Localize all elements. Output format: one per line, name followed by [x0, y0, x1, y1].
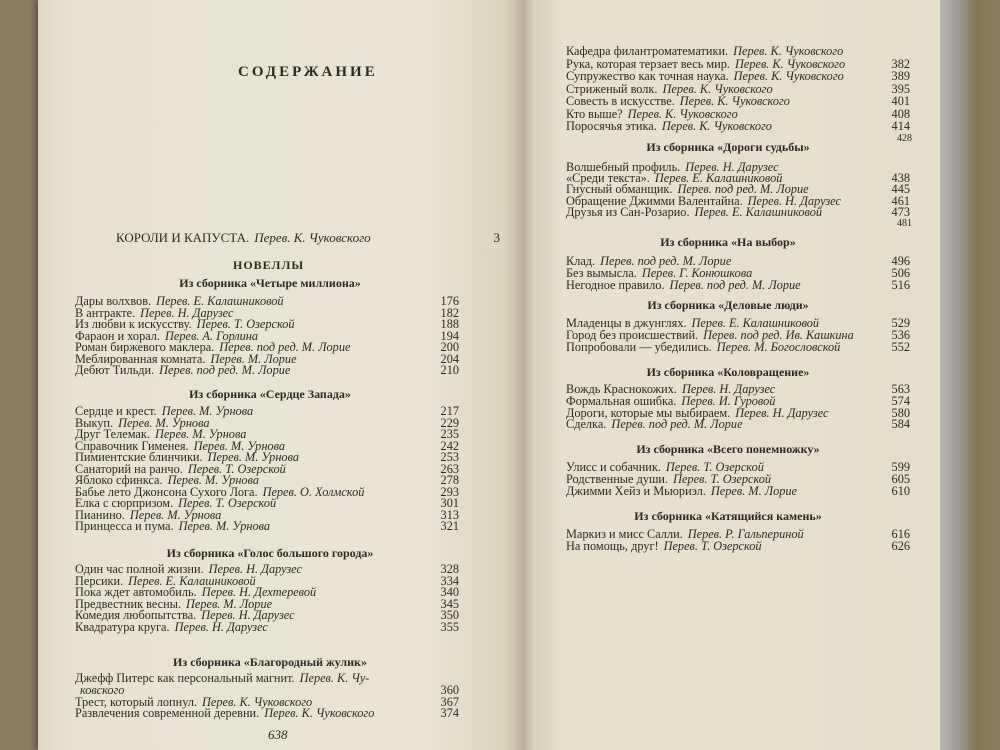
entry-title: Волшебный профиль. [566, 160, 681, 174]
entry-trans: Перев. Е. Калашниковой [654, 171, 783, 186]
entry-title: Роман биржевого маклера. [75, 340, 215, 354]
entry-title: Пимиентские блинчики. [75, 450, 203, 464]
entry-title: Кто выше? [566, 106, 623, 121]
toc-entry [566, 340, 910, 355]
entry-title: Справочник Гименея. [75, 438, 189, 453]
entry-title: Сделка. [566, 417, 607, 432]
entry-trans: Перев. М. Урнова [178, 519, 270, 533]
entry-trans: Перев. А. Горлина [165, 328, 259, 343]
entry-trans: Перев. М. Урнова [154, 427, 247, 441]
entry-trans: Перев. К. Чу- [299, 671, 370, 685]
entry-num: 374 [440, 706, 459, 721]
section-heading: Из сборника «Благородный жулик» [173, 655, 367, 669]
entry-trans: Перев. М. Урнова [193, 438, 285, 453]
section-heading: Из сборника «Катящийся камень» [634, 509, 822, 523]
entry-trans: Перев. К. Чуковского [679, 94, 790, 108]
entry-trans: Перев. К. Чуковского [733, 44, 844, 58]
entry-title: Джефф Питерс как персональный магнит. [75, 671, 295, 685]
entry-trans: Перев. Е. Калашниковой [156, 294, 284, 308]
entry-trans: Перев. под ред. М. Лорие [611, 417, 743, 432]
entry-num: 301 [440, 496, 459, 510]
entry-trans: Перев. Н. Дарузес [201, 608, 295, 622]
entry-num: 414 [891, 119, 910, 133]
entry-title: Меблированная комната. [75, 351, 206, 366]
entry-num: 334 [440, 573, 459, 588]
toc-entry [566, 417, 910, 432]
entry-num: 263 [440, 461, 459, 476]
entry-num: 253 [440, 450, 459, 464]
entry-num: 204 [440, 351, 459, 366]
entry-num: 516 [891, 277, 910, 292]
entry-title: Фараон и хорал. [75, 328, 160, 343]
entry-num: 438 [891, 171, 910, 186]
entry-trans: Перев. М. Урнова [118, 415, 210, 430]
entry-title: В антракте. [75, 305, 136, 320]
entry-trans: Перев. Н. Дарузес [735, 405, 829, 420]
entry-title: Улисс и собачник. [566, 460, 661, 474]
entry-title: Без вымысла. [566, 265, 637, 280]
entry-num: 382 [891, 56, 910, 71]
entry-trans: Перев. К. Чуковского [202, 694, 313, 709]
entry-num: 242 [440, 438, 459, 453]
entry-title: Гнусный обманщик. [566, 182, 673, 197]
entry-num: 229 [440, 415, 459, 430]
entry-title: Персики. [75, 573, 124, 588]
entry-title: Дебют Тильди. [75, 363, 155, 377]
entry-trans: Перев. М. Урнова [207, 450, 299, 464]
right-page [522, 0, 942, 750]
entry-num: 584 [891, 417, 910, 432]
entry-trans: Перев. К. Чуковского [733, 69, 844, 83]
entry-title: Обращение Джимми Валентайна. [566, 193, 743, 208]
entry-trans: Перев. Н. Дарузес [681, 382, 776, 396]
entry-trans: Перев. М. Урнова [167, 473, 259, 487]
section-heading: Из сборника «На выбор» [660, 235, 796, 249]
entry-title: Стриженый волк. [566, 81, 658, 96]
entry-num: 473 [891, 204, 910, 219]
entry-num: 235 [440, 427, 459, 441]
entry-num: 395 [891, 81, 910, 96]
page-heading: СОДЕРЖАНИЕ [238, 64, 378, 80]
entry-num: 408 [891, 106, 910, 121]
entry-num: 360 [440, 682, 459, 697]
entry-trans: Перев. под ред. М. Лорие [600, 254, 732, 268]
entry-title: «Среди текста». [566, 171, 650, 186]
entry-trans: Перев. Н. Дарузес [208, 562, 302, 576]
entry-title: Поросячья этика. [566, 119, 657, 133]
entry-trans: Перев. Т. Озерской [665, 460, 764, 474]
entry-num: 200 [440, 340, 459, 354]
entry-title: Трест, который лопнул. [75, 694, 198, 709]
entry-num: 552 [891, 339, 910, 354]
entry-trans: Перев. М. Лорие [186, 596, 273, 611]
entry-num: 401 [891, 94, 910, 108]
entry-title: Друг Телемак. [75, 427, 150, 441]
toc-entry [75, 519, 459, 534]
entry-title: Выкуп. [75, 415, 114, 430]
entry-num: 293 [440, 484, 459, 499]
toc-entry [566, 484, 910, 499]
entry-trans: Перев. Г. Конюшкова [641, 265, 753, 280]
entry-title: Квадратура круга. [75, 619, 170, 634]
section-heading: Из сборника «Сердце Запада» [189, 387, 351, 401]
entry-trans: Перев. К. Чуковского [264, 706, 375, 721]
entry-trans: Перев. под ред. М. Лорие [669, 277, 801, 292]
entry-num: 626 [891, 538, 910, 553]
entry-num: 194 [440, 328, 459, 343]
entry-trans: Перев. под ред. М. Лорие [677, 182, 809, 197]
entry-num: 574 [891, 393, 910, 408]
entry-title: Рука, которая терзает весь мир. [566, 56, 730, 71]
entry-trans: Перев. Н. Дехтеревой [201, 585, 317, 599]
entry-num: 313 [440, 507, 459, 522]
entry-title: Город без происшествий. [566, 327, 699, 342]
entry-title: Маркиз и мисс Салли. [566, 527, 683, 541]
entry-title: Вождь Краснокожих. [566, 382, 677, 396]
toc-entry [75, 706, 459, 721]
entry-num: 496 [891, 254, 910, 268]
toc-entry [75, 363, 459, 378]
toc-entry [566, 205, 910, 220]
entry-num: 350 [440, 608, 459, 622]
entry-title: На помощь, друг! [566, 538, 659, 553]
entry-trans: Перев. Т. Озерской [196, 317, 295, 331]
entry-title: Джимми Хейз и Мьюриэл. [566, 483, 706, 498]
entry-num: 599 [891, 460, 910, 474]
entry-num: 278 [440, 473, 459, 487]
entry-trans: Перев. К. Чуковского [735, 56, 846, 71]
entry-num: 345 [440, 596, 459, 611]
entry-title: Негодное правило. [566, 277, 665, 292]
entry-title: Бабье лето Джонсона Сухого Лога. [75, 484, 258, 499]
entry-title: Пока ждет автомобиль. [75, 585, 197, 599]
entry-num: 340 [440, 585, 459, 599]
entry-trans: Перев. Е. Калашниковой [691, 316, 820, 330]
entry-trans: Перев. под ред. М. Лорие [219, 340, 351, 354]
entry-num: 217 [440, 404, 459, 418]
entry-num: 188 [440, 317, 459, 331]
entry-num: 616 [891, 527, 910, 541]
entry-trans: Перев. Т. Озерской [187, 461, 286, 476]
entry-trans: Перев. К. Чуковского [661, 119, 772, 133]
entry-num: 355 [440, 619, 459, 634]
section-heading: Из сборника «Всего понемножку» [636, 442, 820, 456]
entry-trans: ковского [80, 682, 125, 697]
entry-num: 529 [891, 316, 910, 330]
entry-title: Один час полной жизни. [75, 562, 204, 576]
entry-title: Супружество как точная наука. [566, 69, 729, 83]
entry-title: Клад. [566, 254, 596, 268]
entry-trans: Перев. Н. Дарузес [174, 619, 268, 634]
entry-num: 389 [891, 69, 910, 83]
entry-trans: Перев. Е. Калашниковой [694, 204, 823, 219]
entry-title: Елка с сюрпризом. [75, 496, 174, 510]
toc-entry [75, 620, 459, 635]
entry-trans: Перев. Р. Гальпериной [687, 527, 804, 541]
entry-trans: Перев. Н. Дарузес [747, 193, 841, 208]
entry-num: 536 [891, 327, 910, 342]
left-page [38, 0, 522, 750]
entry-title: Совесть в искусстве. [566, 94, 675, 108]
entry-num: 328 [440, 562, 459, 576]
entry-trans: Перев. Т. Озерской [673, 471, 772, 486]
entry-trans: Перев. Н. Дарузес [685, 160, 779, 174]
toc-entry-first: КОРОЛИ И КАПУСТА. Перев. К. Чуковского 3 [116, 230, 500, 245]
entry-trans: Перев. Е. Калашниковой [128, 573, 256, 588]
entry-title: Дары волхвов. [75, 294, 152, 308]
entry-num: 445 [891, 182, 910, 197]
entry-title: Из любви к искусству. [75, 317, 192, 331]
entry-num: 321 [440, 519, 459, 533]
page-ref: 481 [897, 218, 912, 229]
entry-num: 182 [440, 305, 459, 320]
entry-num: 506 [891, 265, 910, 280]
entry-title: Младенцы в джунглях. [566, 316, 687, 330]
entry-title: Дороги, которые мы выбираем. [566, 405, 731, 420]
section-heading: Из сборника «Голос большого города» [166, 546, 374, 560]
entry-trans: Перев. О. Холмской [262, 484, 365, 499]
page-number: 638 [268, 727, 288, 742]
entry-trans: Перев. М. Лорие [710, 483, 797, 498]
section-heading: Из сборника «Деловые люди» [647, 298, 809, 312]
section-heading: Из сборника «Четыре миллиона» [179, 276, 361, 290]
entry-trans: Перев. М. Урнова [161, 404, 254, 418]
entry-trans: Перев. М. Богословской [716, 339, 841, 354]
entry-title: Формальная ошибка. [566, 393, 677, 408]
entry-title: Комедия любопытства. [75, 608, 197, 622]
entry-trans: Перев. Н. Дарузес [140, 305, 234, 320]
entry-trans: Перев. К. Чуковского [627, 106, 738, 121]
entry-title: Принцесса и пума. [75, 519, 174, 533]
entry-trans: Перев. И. Гуровой [681, 393, 776, 408]
section-novelly: НОВЕЛЛЫ [233, 258, 305, 272]
toc-entry [566, 539, 910, 554]
entry-title: Родственные души. [566, 471, 669, 486]
entry-title: Санаторий на ранчо. [75, 461, 183, 476]
entry-trans: Перев. К. Чуковского [662, 81, 773, 96]
entry-trans: Перев. под ред. Ив. Кашкина [703, 327, 854, 342]
toc-entry [566, 119, 910, 134]
entry-num: 605 [891, 471, 910, 486]
entry-title: Сердце и крест. [75, 404, 157, 418]
entry-num: 580 [891, 405, 910, 420]
entry-title: Друзья из Сан-Розарио. [566, 204, 690, 219]
entry-title: Попробовали — убедились. [566, 339, 712, 354]
section-heading: Из сборника «Дороги судьбы» [646, 140, 810, 154]
entry-trans: Перев. Т. Озерской [663, 538, 762, 553]
entry-title: Предвестник весны. [75, 596, 181, 611]
entry-num: 367 [440, 694, 459, 709]
book-edge [940, 0, 1000, 750]
entry-trans: Перев. М. Урнова [129, 507, 222, 522]
toc-entry [566, 278, 910, 293]
entry-num: 610 [891, 483, 910, 498]
entry-num: 461 [891, 193, 910, 208]
entry-trans: Перев. М. Лорие [210, 351, 297, 366]
entry-trans: Перев. Т. Озерской [178, 496, 277, 510]
entry-trans: Перев. под ред. М. Лорие [159, 363, 291, 377]
entry-title: Пианино. [75, 507, 125, 522]
section-heading: Из сборника «Коловращение» [646, 365, 810, 379]
page-ref: 428 [897, 133, 912, 144]
entry-num: 563 [891, 382, 910, 396]
entry-num: 176 [440, 294, 459, 308]
entry-title: Яблоко сфинкса. [75, 473, 163, 487]
entry-num: 210 [440, 363, 459, 377]
entry-title: Кафедра филантроматематики. [566, 44, 729, 58]
entry-title: Развлечения современной деревни. [75, 706, 260, 721]
